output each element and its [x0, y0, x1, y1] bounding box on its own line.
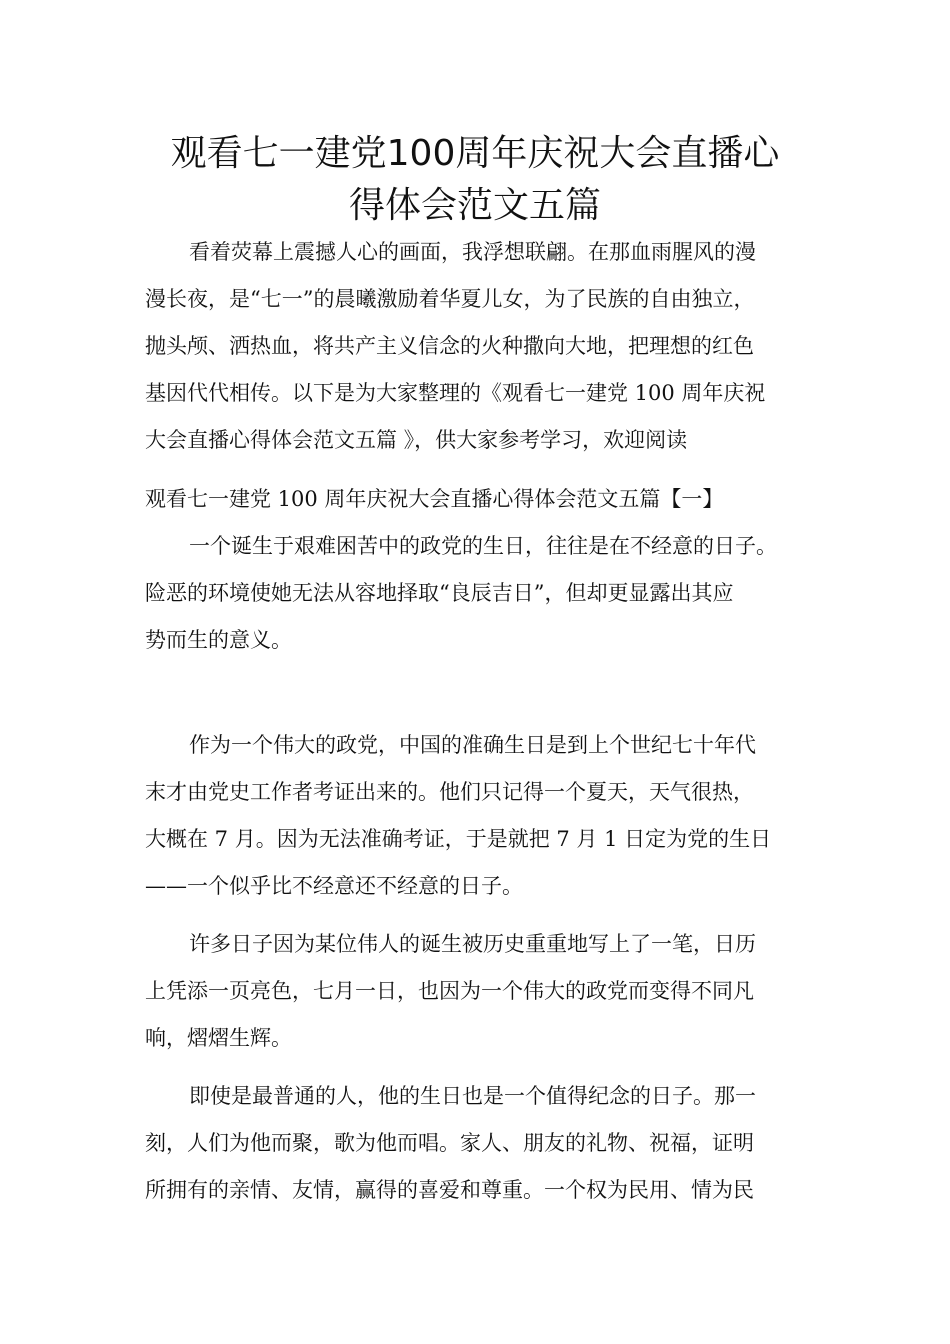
title-line: 得体会范文五篇: [348, 185, 601, 226]
paragraph-line: ——一个似乎比不经意还不经意的日子。: [145, 874, 523, 898]
paragraph-line: 抛头颅、洒热血，将共产主义信念的火种撒向大地，把理想的红色: [145, 334, 754, 358]
paragraph-line: 看着荧幕上震撼人心的画面，我浮想联翩。在那血雨腥风的漫: [189, 240, 756, 264]
paragraph-line: 末才由党史工作者考证出来的。他们只记得一个夏天，天气很热，: [145, 780, 754, 804]
paragraph-4: [145, 921, 810, 1062]
paragraph-line: 上凭添一页亮色，七月一日，也因为一个伟大的政党而变得不同凡: [145, 979, 754, 1003]
paragraph-line: 即使是最普通的人，他的生日也是一个值得纪念的日子。那一: [189, 1084, 756, 1108]
section-heading-text: 观看七一建党 100 周年庆祝大会直播心得体会范文五篇【一】: [145, 487, 724, 511]
paragraph-line: 刻，人们为他而聚，歌为他而唱。家人、朋友的礼物、祝福，证明: [145, 1131, 754, 1155]
paragraph-line: 基因代代相传。以下是为大家整理的《观看七一建党 100 周年庆祝: [145, 381, 766, 405]
paragraph-2: [145, 523, 810, 664]
paragraph-line: 许多日子因为某位伟人的诞生被历史重重地写上了一笔，日历: [189, 932, 756, 956]
paragraph-line: 势而生的意义。: [145, 628, 292, 652]
document-title: [100, 128, 850, 232]
paragraph-3: [145, 722, 810, 910]
intro-paragraph: [145, 229, 810, 464]
paragraph-line: 大概在 7 月。因为无法准确考证，于是就把 7 月 1 日定为党的生日: [145, 827, 772, 851]
paragraph-line: 险恶的环境使她无法从容地择取“良辰吉日”，但却更显露出其应: [145, 581, 734, 605]
paragraph-line: 响，熠熠生辉。: [145, 1026, 292, 1050]
paragraph-line: 一个诞生于艰难困苦中的政党的生日，往往是在不经意的日子。: [189, 534, 777, 558]
title-line: 观看七一建党100周年庆祝大会直播心: [170, 133, 780, 174]
paragraph-line: 大会直播心得体会范文五篇 》，供大家参考学习，欢迎阅读: [145, 428, 688, 452]
section-heading: [145, 476, 810, 523]
paragraph-line: 所拥有的亲情、友情，赢得的喜爱和尊重。一个权为民用、情为民: [145, 1178, 754, 1202]
paragraph-line: 作为一个伟大的政党，中国的准确生日是到上个世纪七十年代: [189, 733, 756, 757]
paragraph-5: [145, 1073, 810, 1214]
paragraph-line: 漫长夜，是“七一”的晨曦激励着华夏儿女，为了民族的自由独立，: [145, 287, 755, 311]
